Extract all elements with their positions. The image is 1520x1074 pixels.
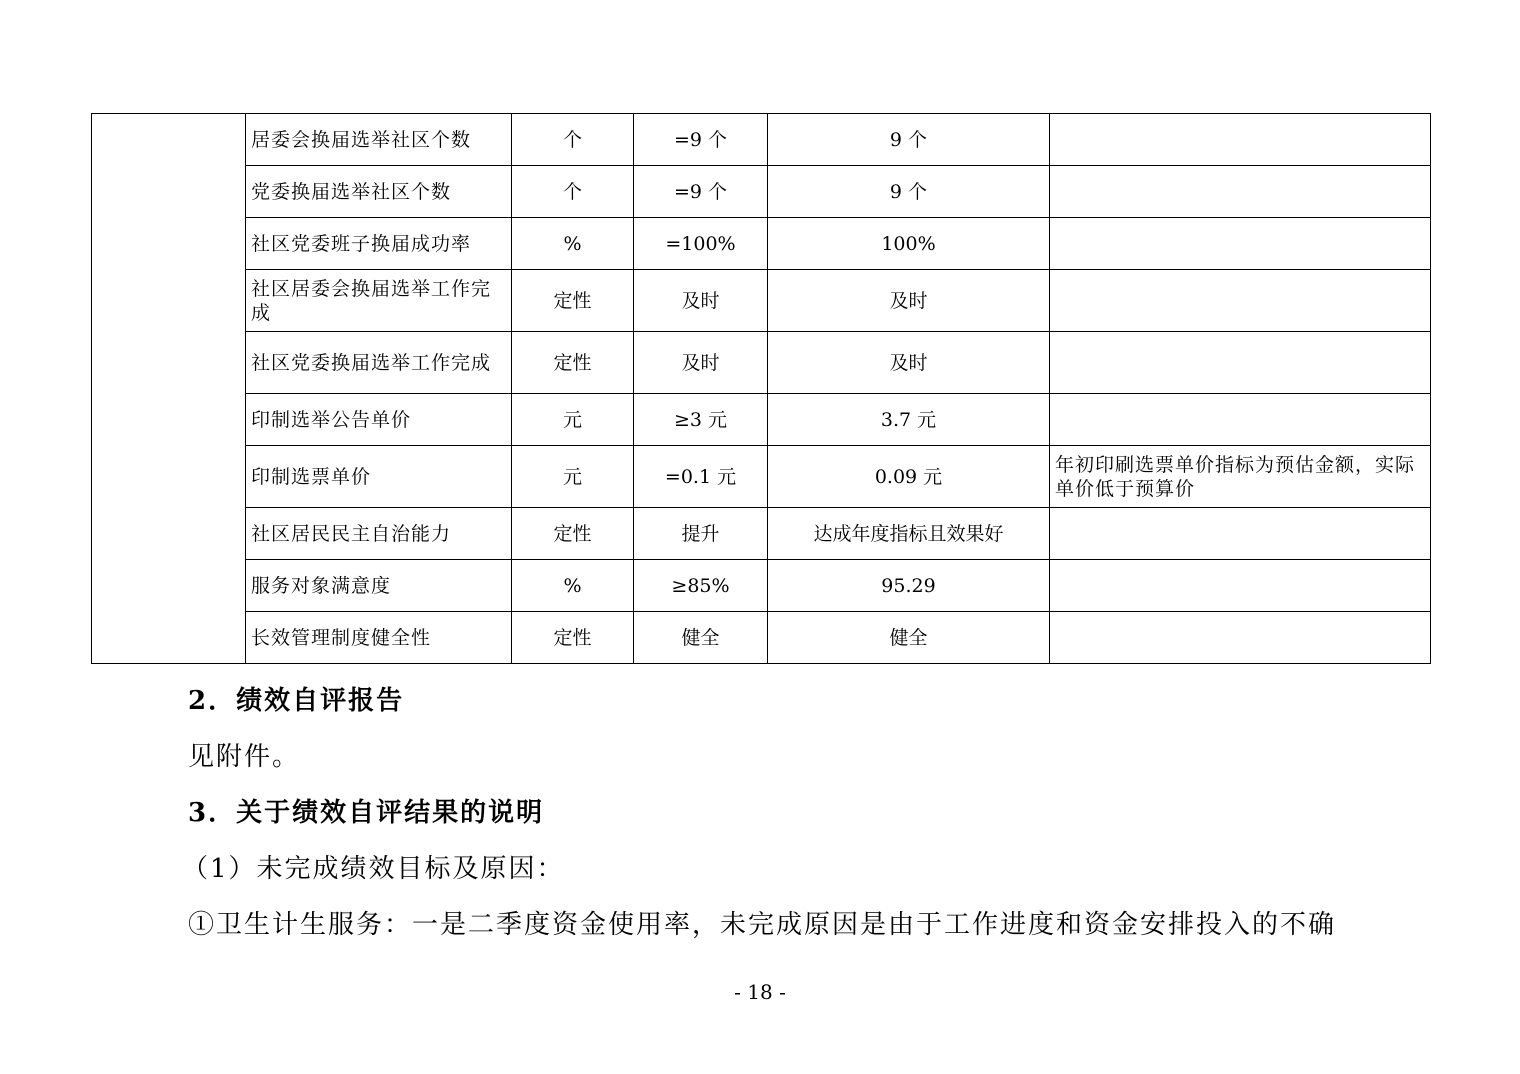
indicator-target: =9 个 xyxy=(634,114,768,166)
section-3-item-1: ①卫生计生服务：一是二季度资金使用率，未完成原因是由于工作进度和资金安排投入的不确 xyxy=(188,910,1337,940)
indicator-unit: % xyxy=(512,560,634,612)
indicator-target: =9 个 xyxy=(634,166,768,218)
indicator-target: ≥85% xyxy=(634,560,768,612)
indicator-actual: 达成年度指标且效果好 xyxy=(768,508,1050,560)
indicator-note xyxy=(1050,332,1431,394)
indicator-actual: 及时 xyxy=(768,332,1050,394)
section-3-heading: 3．关于绩效自评结果的说明 xyxy=(188,798,545,828)
section-2-body: 见附件。 xyxy=(188,742,301,772)
section-2-heading: 2．绩效自评报告 xyxy=(188,686,405,716)
indicator-unit: % xyxy=(512,218,634,270)
indicator-unit: 个 xyxy=(512,166,634,218)
indicator-actual: 95.29 xyxy=(768,560,1050,612)
indicator-target: 提升 xyxy=(634,508,768,560)
indicator-note xyxy=(1050,114,1431,166)
indicator-actual: 0.09 元 xyxy=(768,446,1050,508)
indicator-note xyxy=(1050,218,1431,270)
indicator-unit: 定性 xyxy=(512,508,634,560)
category-cell-empty xyxy=(92,114,246,664)
indicator-target: =100% xyxy=(634,218,768,270)
indicator-unit: 个 xyxy=(512,114,634,166)
table-row xyxy=(92,114,1431,166)
table-row xyxy=(92,332,1431,394)
indicator-note: 年初印刷选票单价指标为预估金额，实际单价低于预算价 xyxy=(1050,446,1431,508)
indicator-note xyxy=(1050,508,1431,560)
indicator-unit: 定性 xyxy=(512,270,634,332)
table-row xyxy=(92,166,1431,218)
indicator-note xyxy=(1050,270,1431,332)
table-row xyxy=(92,612,1431,664)
indicator-name: 服务对象满意度 xyxy=(246,560,512,612)
table-row xyxy=(92,508,1431,560)
indicator-note xyxy=(1050,560,1431,612)
table-row xyxy=(92,446,1431,508)
indicator-actual: 健全 xyxy=(768,612,1050,664)
indicator-target: 及时 xyxy=(634,332,768,394)
indicator-unit: 定性 xyxy=(512,612,634,664)
performance-indicator-table xyxy=(91,113,1431,664)
indicator-actual: 及时 xyxy=(768,270,1050,332)
indicator-name: 印制选票单价 xyxy=(246,446,512,508)
indicator-actual: 100% xyxy=(768,218,1050,270)
indicator-name: 社区居民民主自治能力 xyxy=(246,508,512,560)
indicator-name: 居委会换届选举社区个数 xyxy=(246,114,512,166)
indicator-actual: 9 个 xyxy=(768,114,1050,166)
indicator-name: 党委换届选举社区个数 xyxy=(246,166,512,218)
indicator-target: 健全 xyxy=(634,612,768,664)
page-number: - 18 - xyxy=(734,980,786,1004)
indicator-target: ≥3 元 xyxy=(634,394,768,446)
table-row xyxy=(92,270,1431,332)
indicator-actual: 3.7 元 xyxy=(768,394,1050,446)
indicator-unit: 定性 xyxy=(512,332,634,394)
indicator-target: 及时 xyxy=(634,270,768,332)
indicator-name: 印制选举公告单价 xyxy=(246,394,512,446)
indicator-unit: 元 xyxy=(512,446,634,508)
indicator-name: 社区党委班子换届成功率 xyxy=(246,218,512,270)
indicator-target: =0.1 元 xyxy=(634,446,768,508)
indicator-note xyxy=(1050,612,1431,664)
indicator-note xyxy=(1050,166,1431,218)
table-row xyxy=(92,218,1431,270)
table-row xyxy=(92,560,1431,612)
indicator-name: 长效管理制度健全性 xyxy=(246,612,512,664)
indicator-actual: 9 个 xyxy=(768,166,1050,218)
indicator-unit: 元 xyxy=(512,394,634,446)
indicator-name: 社区党委换届选举工作完成 xyxy=(246,332,512,394)
indicator-name: 社区居委会换届选举工作完成 xyxy=(246,270,512,332)
table-row xyxy=(92,394,1431,446)
section-3-subheading: （1）未完成绩效目标及原因： xyxy=(182,854,565,884)
indicator-note xyxy=(1050,394,1431,446)
